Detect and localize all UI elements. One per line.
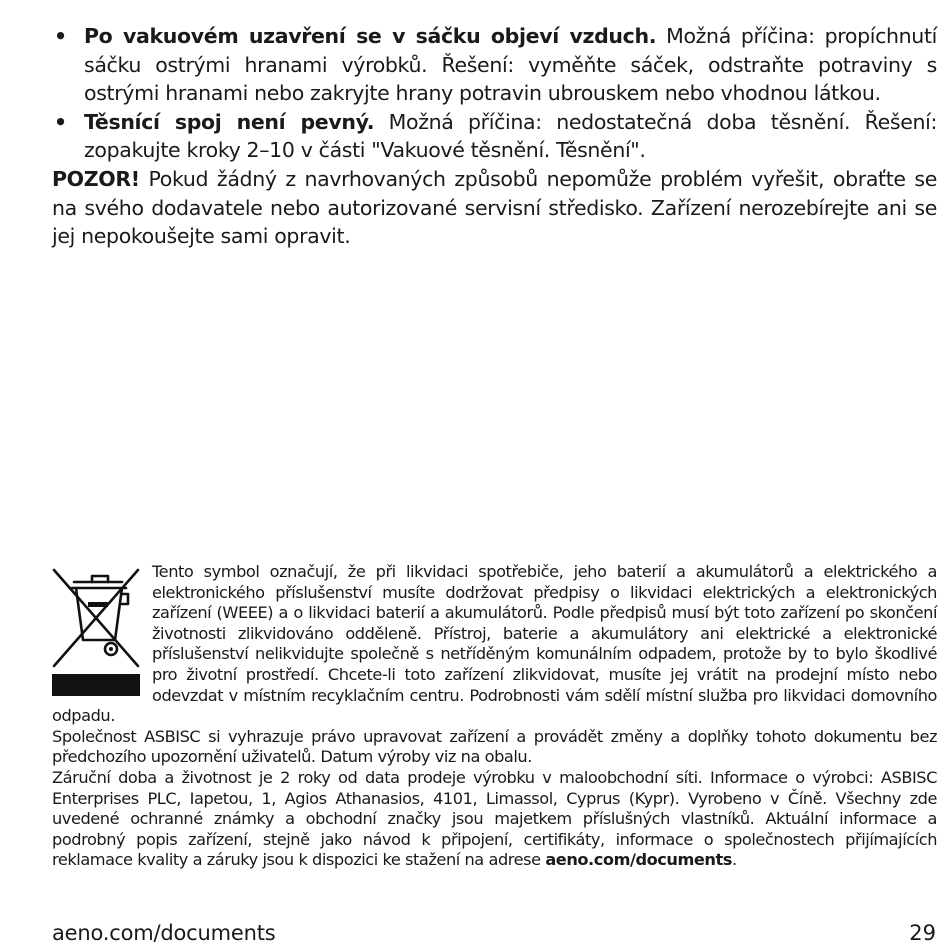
issue-title: Po vakuovém uzavření se v sáčku objeví vzduch.: [84, 24, 657, 48]
warning-paragraph: [52, 165, 937, 251]
disposal-paragraph: Tento symbol označují, že při likvidaci spotřebiče, jeho baterií a akumulátorů a elektrického a elektronického příslušenství musíte dodržovat předpisy o likvidaci elektrických a elektronických zařízení (WEEE) a o likvidaci baterií a akumulátorů. Podle předpisů musí být toto zařízení po skončení životnosti zlikvidováno odděleně. Přístroj, baterie a akumulátory ani elektrické a elektronické příslušenství nelikvidujte společně s netříděným komunálním odpadem, protože by to bylo škodlivé pro životní prostředí. Chcete-li toto zařízení zlikvidovat, musíte jej vrátit na prodejní místo nebo odevzdat v místním recyklačním centru. Podrobnosti vám sdělí místní služba pro likvidaci domovního odpadu.: [52, 562, 937, 726]
list-item: [54, 22, 937, 108]
warranty-text: Záruční doba a životnost je 2 roky od data prodeje výrobku v maloobchodní síti. Informace o výrobci: ASBISC Enterprises PLC, Iapetou, 1, Agios Athanasios, 4101, Limassol, Cyprus (Kypr). Vyrobeno v Číně. Všechny zde uvedené ochranné známky a obchodní značky jsou majetkem příslušných vlastníků. Aktuální informace a podrobný popis zařízení, stejně jako návod k připojení, certifikáty, informace o společnostech přijímajících reklamace kvality a záruky jsou k dispozici ke stažení na adrese: [52, 767, 937, 870]
disposal-section: [52, 562, 937, 871]
warning-text: Pokud žádný z navrhovaných způsobů nepomůže problém vyřešit, obraťte se na svého dodavatele nebo autorizované servisní středisko. Zařízení nerozebírejte ani se jej nepokoušejte sami opravit.: [52, 166, 937, 249]
warranty-paragraph: [52, 768, 937, 871]
issue-text: Možná příčina: nedostatečná doba těsnění. Řešení: zopakujte kroky 2–10 v části "Vakuové těsnění. Těsnění".: [84, 109, 937, 163]
bullet: •: [54, 24, 67, 48]
page-number: 29: [909, 921, 936, 945]
warranty-end: .: [731, 850, 737, 870]
issue-title: Těsnící spoj není pevný.: [84, 109, 375, 134]
troubleshooting-list: [52, 22, 937, 165]
documents-link[interactable]: aeno.com/documents: [545, 850, 732, 870]
warning-label: POZOR!: [52, 166, 140, 191]
footer-site-url[interactable]: aeno.com/documents: [52, 921, 276, 945]
issue-text: Možná příčina: propíchnutí sáčku ostrými hranami výrobků. Řešení: vyměňte sáček, odstraňte potraviny s ostrými hranami nebo zakryjte hrany potravin ubrouskem nebo vhodnou látkou.: [84, 24, 937, 106]
list-item: [54, 108, 937, 165]
weee-crossed-bin-icon: [52, 562, 142, 698]
troubleshooting-section: [52, 22, 937, 251]
company-notice: Společnost ASBISC si vyhrazuje právo upravovat zařízení a provádět změny a doplňky tohoto dokumentu bez předchozího upozornění uživatelů. Datum výroby viz na obalu.: [52, 726, 937, 767]
bullet: •: [54, 109, 67, 134]
